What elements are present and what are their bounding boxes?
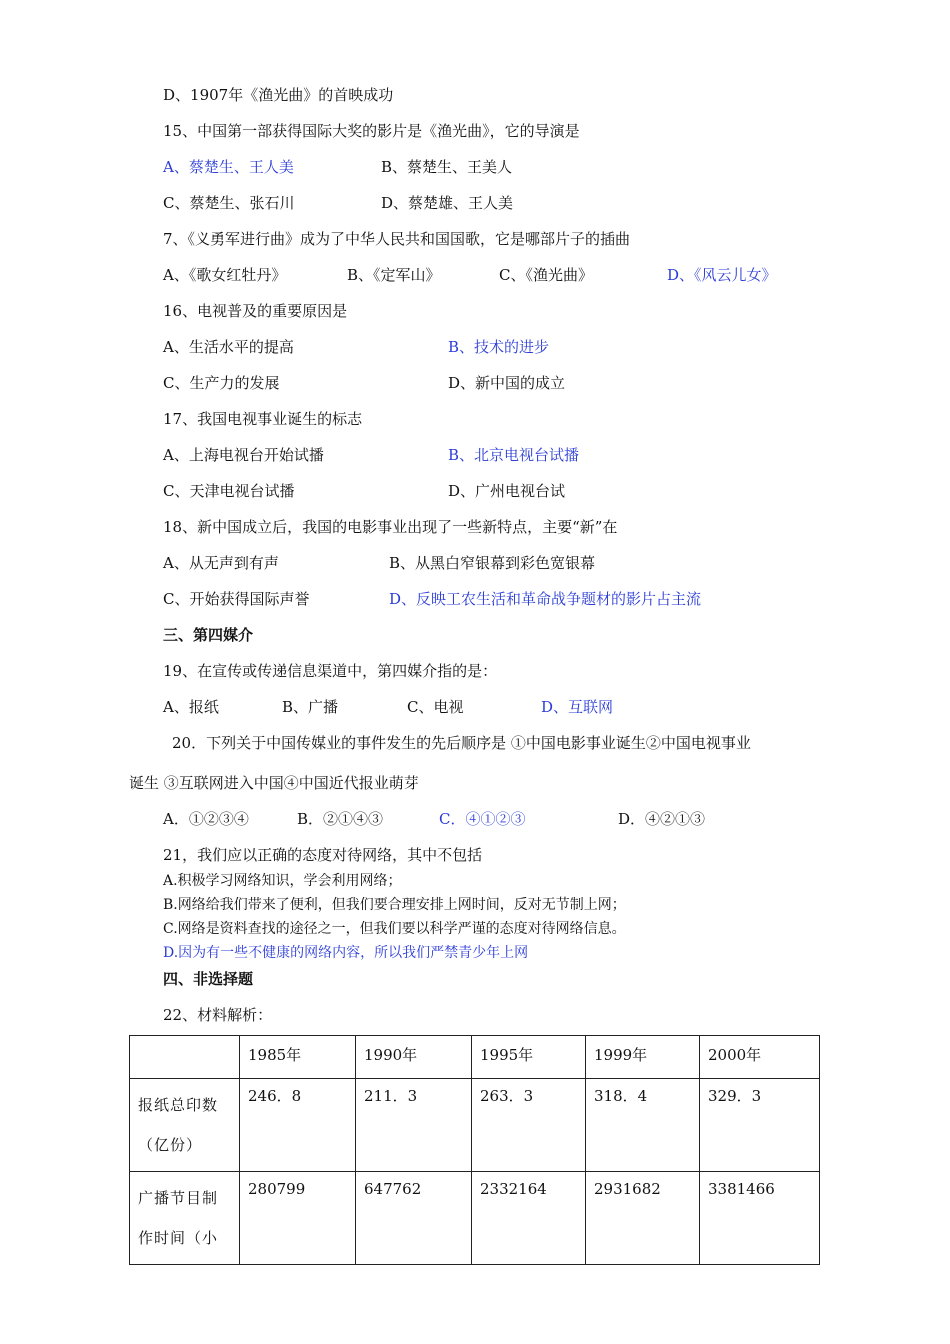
q21-option-b: B.网络给我们带来了便利，但我们要合理安排上网时间，反对无节制上网； (163, 897, 626, 913)
table-cell: 280799 (240, 1172, 356, 1265)
table-row (130, 1079, 820, 1172)
q18-option-b: B、从黑白窄银幕到彩色宽银幕 (389, 554, 596, 572)
q21-stem: 21，我们应以正确的态度对待网络，其中不包括 (163, 846, 483, 864)
table-header-year: 1985年 (240, 1036, 356, 1079)
q21-option-d: D.因为有一些不健康的网络内容，所以我们严禁青少年上网 (163, 945, 529, 961)
material-table (129, 1035, 820, 1265)
q18-option-a: A、从无声到有声 (163, 554, 279, 572)
q7-option-c: C、《渔光曲》 (499, 266, 593, 284)
q19-option-c: C、电视 (407, 698, 464, 716)
table-cell: 2931682 (586, 1172, 700, 1265)
q14-option-d: D、1907年《渔光曲》的首映成功 (163, 86, 394, 104)
row-label-newspaper: 报纸总印数（亿份） (130, 1079, 240, 1172)
q7-option-d: D、《风云儿女》 (667, 266, 777, 284)
q22-stem: 22、材料解析： (163, 1006, 273, 1024)
q21-option-c: C.网络是资料查找的途径之一，但我们要以科学严谨的态度对待网络信息。 (163, 921, 626, 937)
q7-option-a: A、《歌女红牡丹》 (163, 266, 287, 284)
q20-option-b: B．②①④③ (297, 810, 384, 828)
q16-option-d: D、新中国的成立 (448, 374, 566, 392)
table-cell: 647762 (356, 1172, 472, 1265)
table-row (130, 1172, 820, 1265)
table-cell: 211．3 (356, 1079, 472, 1172)
table-corner-cell (130, 1036, 240, 1079)
q17-option-c: C、天津电视台试播 (163, 482, 295, 500)
table-cell: 329．3 (700, 1079, 820, 1172)
q16-option-a: A、生活水平的提高 (163, 338, 294, 356)
q18-stem: 18、新中国成立后，我国的电影事业出现了一些新特点，主要“新”在 (163, 518, 618, 536)
q15-stem: 15、中国第一部获得国际大奖的影片是《渔光曲》，它的导演是 (163, 122, 580, 140)
q15-option-c: C、蔡楚生、张石川 (163, 194, 295, 212)
q17-option-a: A、上海电视台开始试播 (163, 446, 324, 464)
table-header-year: 2000年 (700, 1036, 820, 1079)
q20-option-c: C．④①②③ (439, 810, 526, 828)
q17-option-b: B、北京电视台试播 (448, 446, 580, 464)
q19-option-a: A、报纸 (163, 698, 219, 716)
table-cell: 263．3 (472, 1079, 586, 1172)
q19-option-d: D、互联网 (541, 698, 614, 716)
q20-option-d: D．④②①③ (618, 810, 706, 828)
table-header-row (130, 1036, 820, 1079)
q7-option-b: B、《定军山》 (347, 266, 441, 284)
table-cell: 318．4 (586, 1079, 700, 1172)
q18-option-d: D、反映工农生活和革命战争题材的影片占主流 (389, 590, 702, 608)
q7-stem: 7、《义勇军进行曲》成为了中华人民共和国国歌，它是哪部片子的插曲 (163, 230, 631, 248)
q20-stem-line1: 20．下列关于中国传媒业的事件发生的先后顺序是 ①中国电影事业诞生②中国电视事业 (172, 734, 751, 752)
q15-option-a: A、蔡楚生、王人美 (163, 158, 294, 176)
section-4-heading: 四、非选择题 (163, 970, 254, 988)
table-cell: 2332164 (472, 1172, 586, 1265)
table-header-year: 1999年 (586, 1036, 700, 1079)
q19-option-b: B、广播 (282, 698, 339, 716)
table-header-year: 1990年 (356, 1036, 472, 1079)
row-label-broadcast: 广播节目制作时间（小 (130, 1172, 240, 1265)
q16-option-b: B、技术的进步 (448, 338, 550, 356)
q19-stem: 19、在宣传或传递信息渠道中，第四媒介指的是： (163, 662, 498, 680)
q21-option-a: A.积极学习网络知识，学会利用网络； (163, 873, 402, 889)
table-cell: 3381466 (700, 1172, 820, 1265)
q16-option-c: C、生产力的发展 (163, 374, 280, 392)
q15-option-b: B、蔡楚生、王美人 (381, 158, 513, 176)
q16-stem: 16、电视普及的重要原因是 (163, 302, 348, 320)
q20-option-a: A．①②③④ (163, 810, 249, 828)
table-header-year: 1995年 (472, 1036, 586, 1079)
q17-stem: 17、我国电视事业诞生的标志 (163, 410, 363, 428)
section-3-heading: 三、第四媒介 (163, 626, 254, 644)
q17-option-d: D、广州电视台试 (448, 482, 566, 500)
table-cell: 246．8 (240, 1079, 356, 1172)
q18-option-c: C、开始获得国际声誉 (163, 590, 310, 608)
q20-stem-line2: 诞生 ③互联网进入中国④中国近代报业萌芽 (129, 774, 419, 792)
q15-option-d: D、蔡楚雄、王人美 (381, 194, 514, 212)
